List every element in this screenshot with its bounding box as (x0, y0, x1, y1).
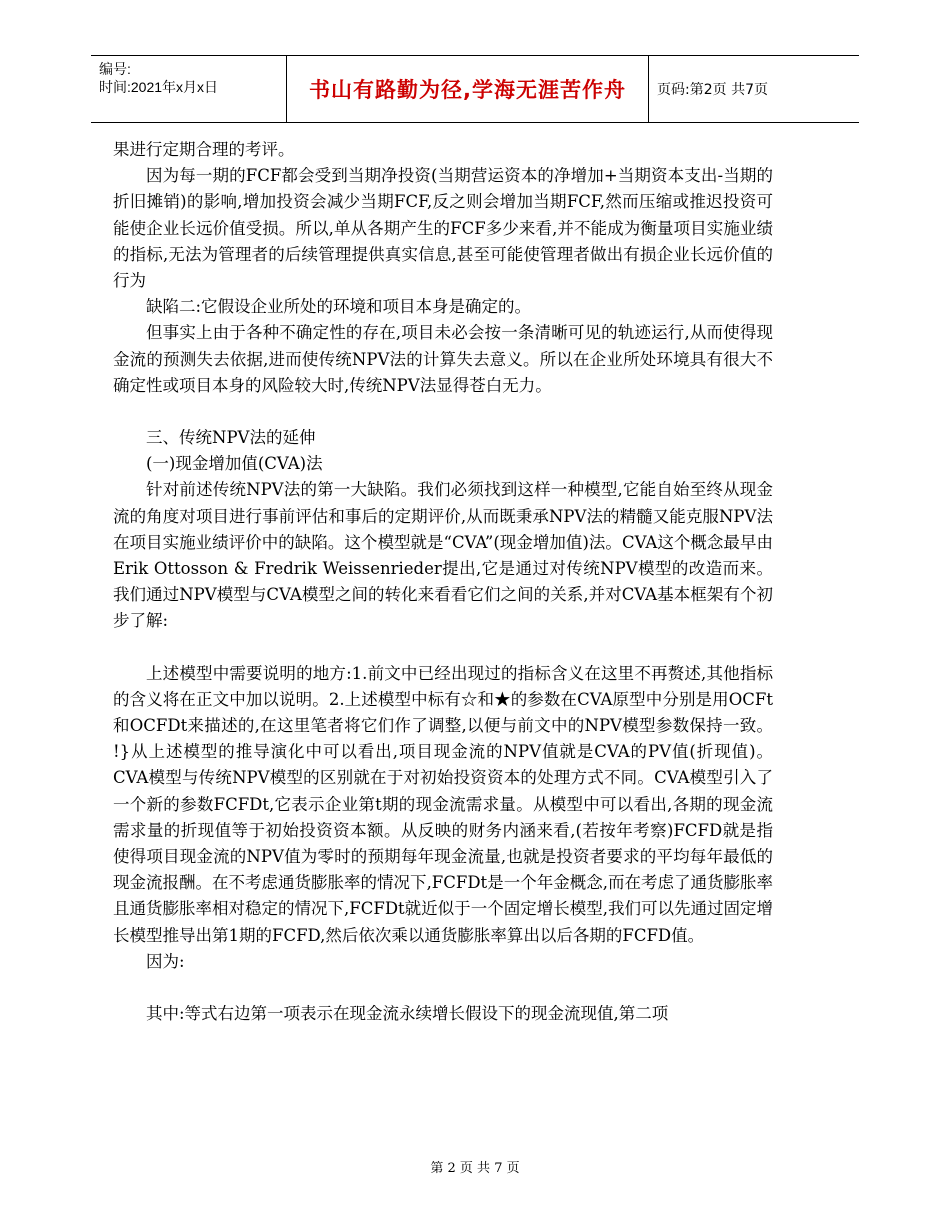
paragraph-defect-two: 缺陷二:它假设企业所处的环境和项目本身是确定的。 (146, 297, 532, 317)
document-body (113, 137, 773, 1027)
page-header (91, 55, 859, 123)
header-page-info: 页码:第2页 共7页 (657, 82, 768, 98)
paragraph-6: 其中:等式右边第一项表示在现金流永续增长假设下的现金流现值,第二项 (146, 1004, 669, 1024)
spacer (113, 399, 773, 425)
paragraph-3: 但事实上由于各种不确定性的存在,项目未必会按一条清晰可见的轨迹运行,从而使得现金流的预测失去依据,进而使传统NPV法的计算失去意义。所以在企业所处环境具有很大不确定性或项目本身的风险较大时,传统NPV法显得苍白无力。 (113, 323, 773, 395)
spacer (113, 975, 773, 1001)
page-footer: 第 2 页 共 7 页 (430, 1161, 520, 1176)
paragraph-5: 上述模型中需要说明的地方:1.前文中已经出现过的指标含义在这里不再赘述,其他指标的含义将在正文中加以说明。2.上述模型中标有☆和★的参数在CVA原型中分别是用OCFt和OCFDt来描述的,在这里笔者将它们作了调整,以便与前文中的NPV模型参数保持一致。 !}从上述模型的推导演化中可以看出,项目现金流的NPV值就是CVA的PV值(折现值)。CVA模型与传统NPV模型的区别就在于对初始投资资本的处理方式不同。CVA模型引入了一个新的参数FCFDt,它表示企业第t期的现金流需求量。从模型中可以看出,各期的现金流需求量的折现值等于初始投资资本额。从反映的财务内涵来看,(若按年考察)FCFD就是指使得项目现金流的NPV值为零时的预期每年现金流量,也就是投资者要求的平均每年最低的现金流报酬。在不考虑通货膨胀率的情况下,FCFDt是一个年金概念,而在考虑了通货膨胀率且通货膨胀率相对稳定的情况下,FCFDt就近似于一个固定增长模型,我们可以先通过固定增长模型推导出第1期的FCFD,然后依次乘以通货膨胀率算出以后各期的FCFD值。 (113, 663, 773, 945)
header-motto: 书山有路勤为径,学海无涯苦作舟 (287, 56, 649, 122)
header-meta (91, 56, 287, 122)
spacer (113, 635, 773, 661)
paragraph-1: 果进行定期合理的考评。 (113, 140, 295, 159)
subsection-heading: (一)现金增加值(CVA)法 (146, 454, 323, 474)
paragraph-because: 因为: (146, 951, 185, 971)
paragraph-2: 因为每一期的FCF都会受到当期净投资(当期营运资本的净增加+当期资本支出-当期的折旧摊销)的影响,增加投资会减少当期FCF,反之则会增加当期FCF,然而压缩或推迟投资可能使企业长远价值受损。所以,单从各期产生的FCF多少来看,并不能成为衡量项目实施业绩的指标,无法为管理者的后续管理提供真实信息,甚至可能使管理者做出有损企业长远价值的行为 (113, 166, 773, 291)
document-time-label: 时间:2021年x月x日 (99, 79, 219, 95)
section-heading: 三、传统NPV法的延伸 (146, 428, 316, 448)
document-number-label: 编号: (99, 61, 131, 77)
paragraph-4: 针对前述传统NPV法的第一大缺陷。我们必须找到这样一种模型,它能自始至终从现金流的角度对项目进行事前评估和事后的定期评价,从而既秉承NPV法的精髓又能克服NPV法在项目实施业绩评价中的缺陷。这个模型就是“CVA”(现金增加值)法。CVA这个概念最早由Erik Ottosson & Fredrik Weissenrieder提出,它是通过对传统NPV模型的改造而来。我们通过NPV模型与CVA模型之间的转化来看看它们之间的关系,并对CVA基本框架有个初步了解: (113, 480, 773, 631)
